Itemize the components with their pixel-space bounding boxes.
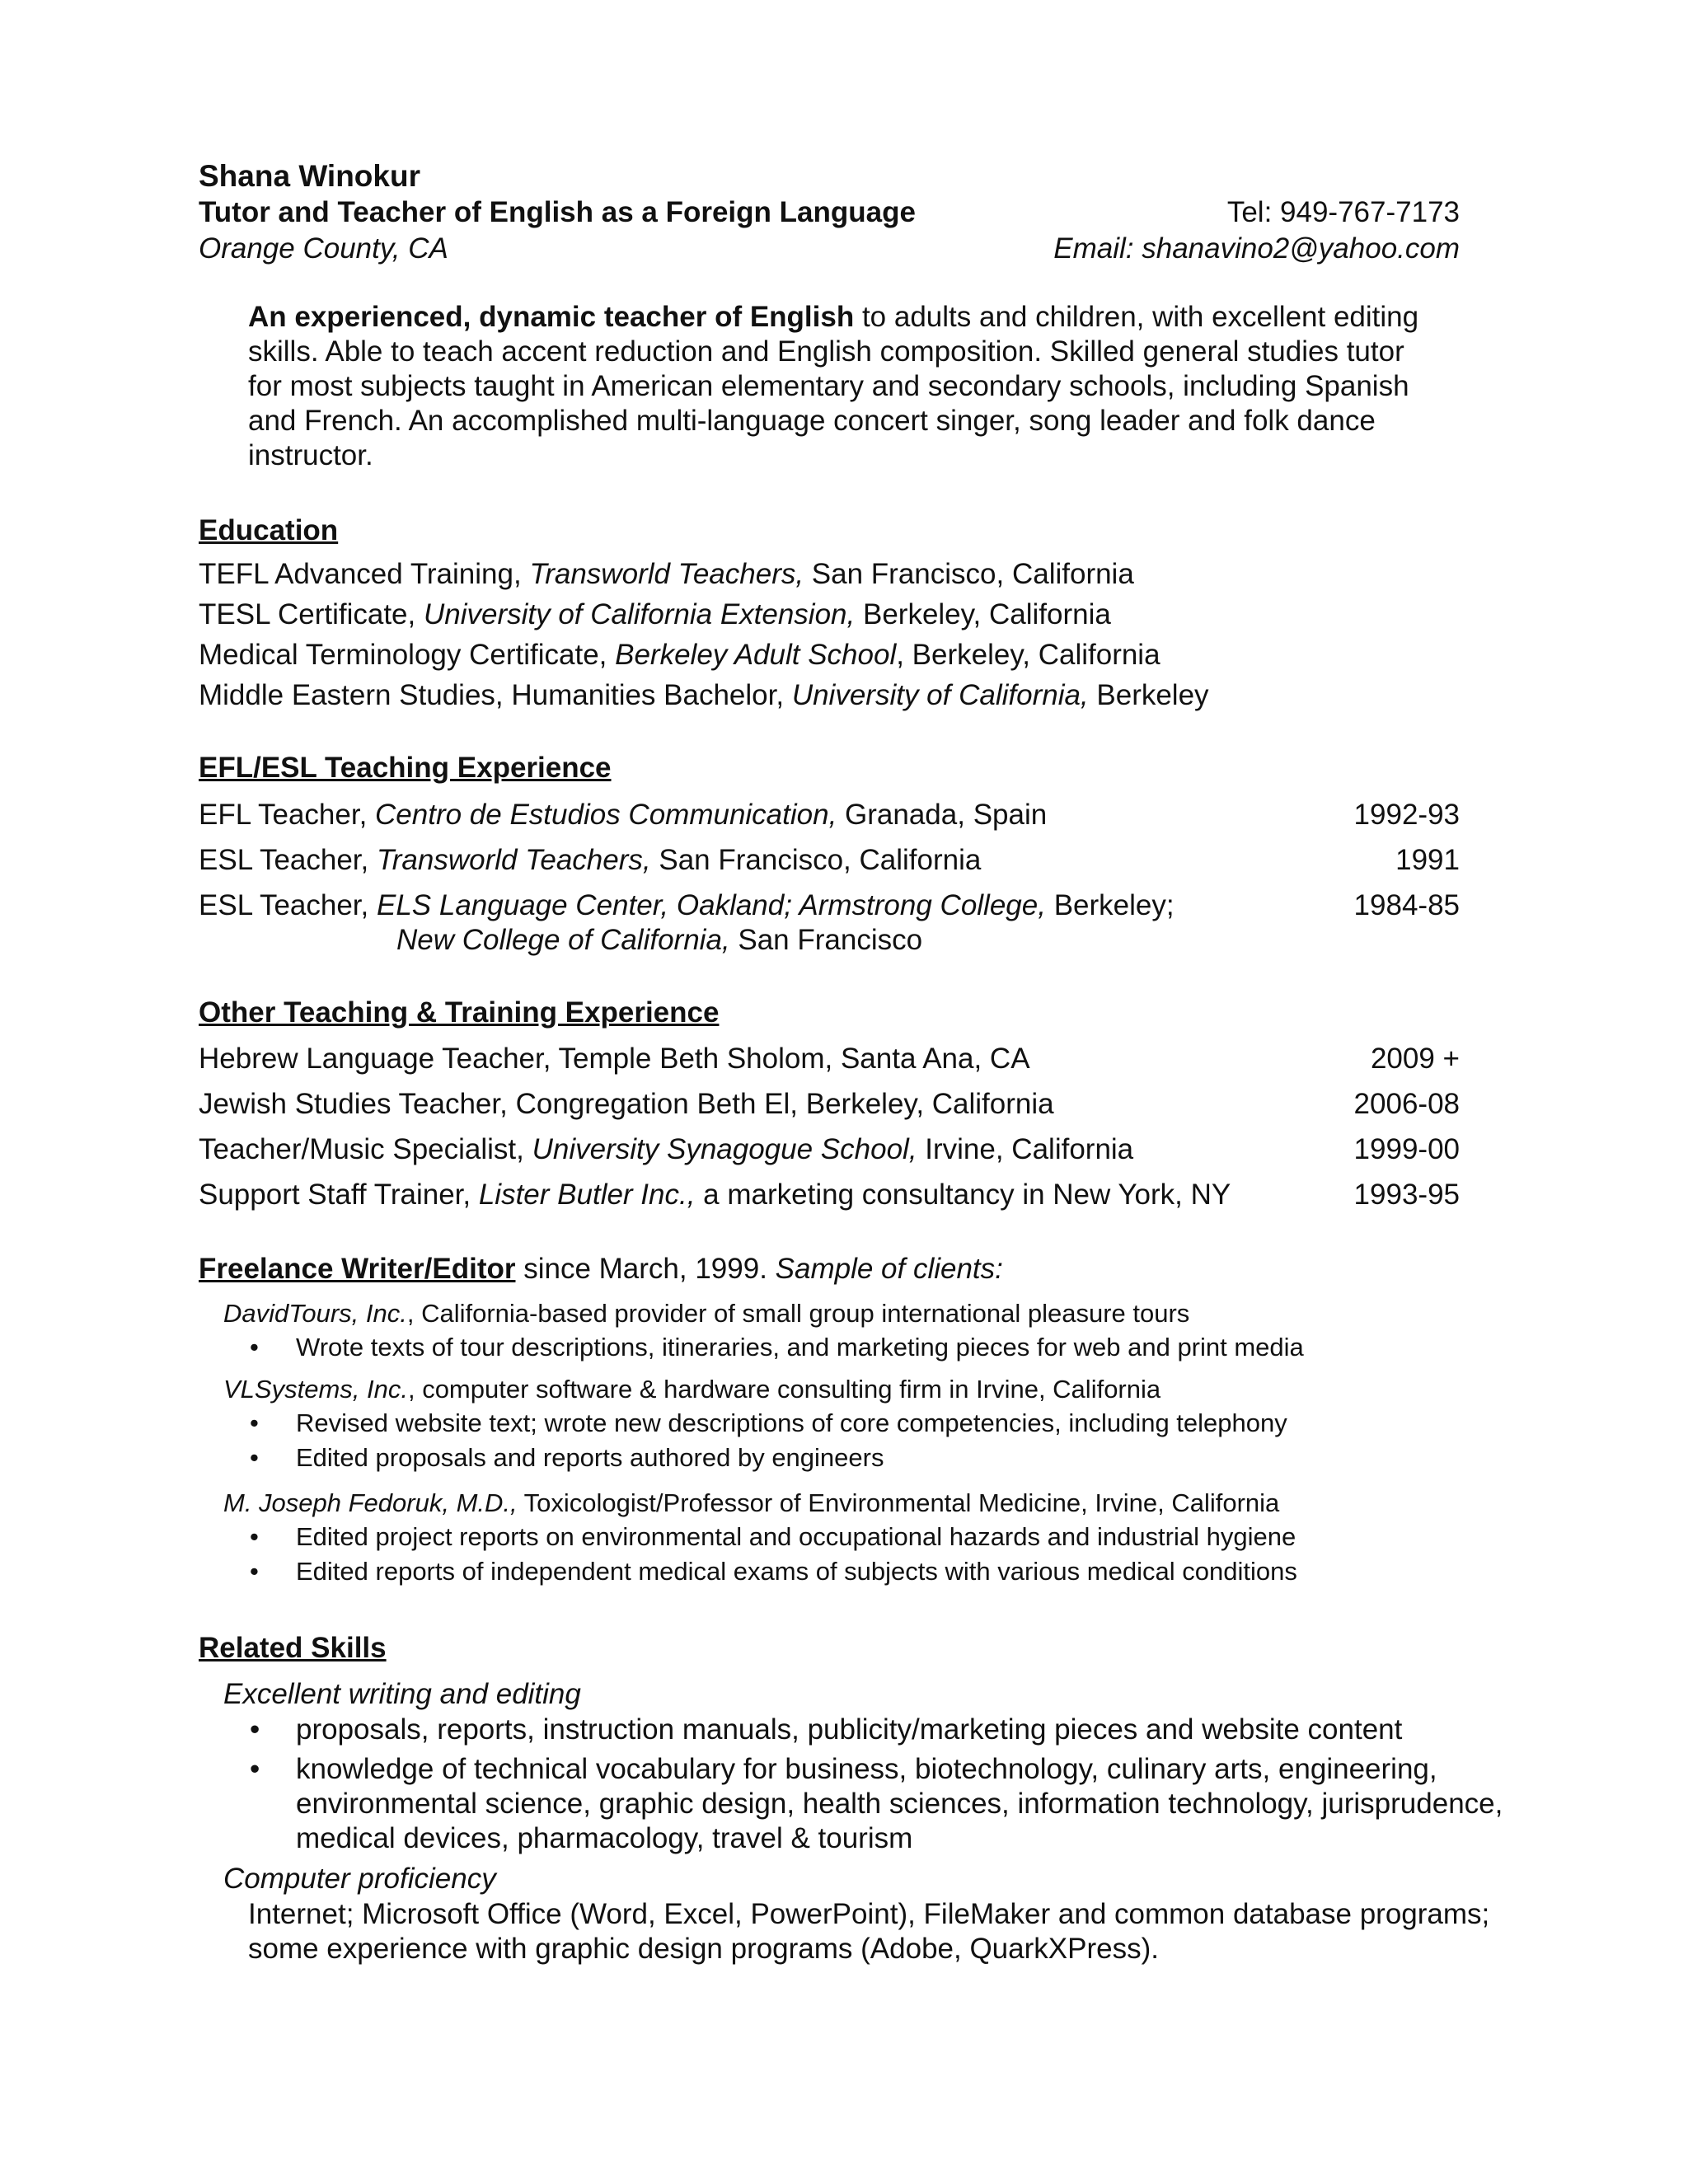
summary-text: to adults and children, with excellent editing skills. Able to teach accent reduction and English composition. Skilled general studies tutor for most subjects taught in American elementary and secondary schools, including Spanish and French. An accomplished multi-language concert singer, song leader and folk dance instructor. <box>248 301 1419 471</box>
email-address: Email: shanavino2@yahoo.com <box>1053 232 1460 265</box>
skills-computer-title: Computer proficiency <box>223 1863 496 1895</box>
efl-esl-list <box>199 798 1460 968</box>
experience-year: 1992-93 <box>1353 799 1460 831</box>
experience-row: Hebrew Language Teacher, Temple Beth Sholom, Santa Ana, CA 2009 + <box>199 1043 1460 1075</box>
education-item: Middle Eastern Studies, Humanities Bachelor, University of California, Berkeley <box>199 679 1209 711</box>
phone-number: Tel: 949-767-7173 <box>1226 196 1460 228</box>
resume-header <box>199 158 1460 267</box>
bullet-item: • Edited proposals and reports authored by engineers <box>250 1443 884 1472</box>
experience-row: ESL Teacher, Transworld Teachers, San Francisco, California 1991 <box>199 844 1460 876</box>
education-heading: Education <box>199 514 339 546</box>
education-item: TEFL Advanced Training, Transworld Teachers, San Francisco, California <box>199 558 1134 590</box>
education-list <box>199 554 1460 715</box>
experience-year: 2009 + <box>1370 1043 1460 1075</box>
candidate-location: Orange County, CA <box>199 232 448 265</box>
experience-row: Support Staff Trainer, Lister Butler Inc., a marketing consultancy in New York, NY 1993-95 <box>199 1179 1460 1211</box>
bullet-item: • Edited reports of independent medical exams of subjects with various medical conditions <box>250 1557 1297 1586</box>
experience-row: EFL Teacher, Centro de Estudios Communication, Granada, Spain 1992-93 <box>199 799 1460 831</box>
education-item: Medical Terminology Certificate, Berkeley Adult School, Berkeley, California <box>199 639 1160 671</box>
experience-row: Teacher/Music Specialist, University Synagogue School, Irvine, California 1999-00 <box>199 1133 1460 1165</box>
bullet-item: • Edited project reports on environmental and occupational hazards and industrial hygiene <box>250 1522 1296 1551</box>
bullet-item: • knowledge of technical vocabulary for business, biotechnology, culinary arts, engineering, environmental science, graphic design, health sciences, information technology, jurisprudence, medical devices, pharmacology, travel & tourism <box>250 1753 1503 1854</box>
experience-year: 2006-08 <box>1353 1088 1460 1120</box>
experience-year: 1984-85 <box>1353 889 1460 921</box>
experience-year: 1993-95 <box>1353 1179 1460 1211</box>
client-name: DavidTours, Inc. <box>223 1299 407 1328</box>
experience-row: ESL Teacher, ELS Language Center, Oakland; Armstrong College, Berkeley; New College of California, San Francisco 1984-85 <box>199 889 1460 956</box>
summary-lead: An experienced, dynamic teacher of English <box>248 301 855 333</box>
client-entry: M. Joseph Fedoruk, M.D., Toxicologist/Professor of Environmental Medicine, Irvine, California • Edited project reports on environmental and occupational hazards and industrial hygiene • Edited reports of independent medical exams of subjects with various medical conditions <box>223 1487 1476 1589</box>
summary-paragraph <box>248 300 1427 473</box>
experience-row: Jewish Studies Teacher, Congregation Beth El, Berkeley, California 2006-08 <box>199 1088 1460 1120</box>
skills-writing-title: Excellent writing and editing <box>223 1678 581 1710</box>
skills-computer-text: Internet; Microsoft Office (Word, Excel, PowerPoint), FileMaker and common database programs; some experience with graphic design programs (Adobe, QuarkXPress). <box>248 1898 1490 1965</box>
other-teaching-heading: Other Teaching & Training Experience <box>199 996 720 1029</box>
related-skills-heading: Related Skills <box>199 1632 387 1664</box>
related-skills <box>223 1676 1509 1966</box>
education-item: TESL Certificate, University of California Extension, Berkeley, California <box>199 598 1111 630</box>
bullet-item: • Revised website text; wrote new descriptions of core competencies, including telephony <box>250 1408 1287 1437</box>
client-entry: VLSystems, Inc., computer software & hardware consulting firm in Irvine, California • Revised website text; wrote new descriptions of core competencies, including telephony • Edited proposals and reports authored by engineers <box>223 1373 1476 1475</box>
bullet-item: • proposals, reports, instruction manuals, publicity/marketing pieces and website content <box>250 1713 1403 1746</box>
efl-esl-heading: EFL/ESL Teaching Experience <box>199 752 612 784</box>
bullet-item: • Wrote texts of tour descriptions, itineraries, and marketing pieces for web and print media <box>250 1333 1304 1361</box>
freelance-heading: Freelance Writer/Editor since March, 1999. Sample of clients: <box>199 1253 1003 1285</box>
candidate-title: Tutor and Teacher of English as a Foreign Language <box>199 196 916 228</box>
candidate-name: Shana Winokur <box>199 159 420 193</box>
client-name: VLSystems, Inc. <box>223 1375 408 1404</box>
other-teaching-list <box>199 1042 1460 1223</box>
experience-year: 1991 <box>1395 844 1460 876</box>
client-entry: DavidTours, Inc., California-based provider of small group international pleasure tours • Wrote texts of tour descriptions, itineraries, and marketing pieces for web and print media <box>223 1297 1476 1365</box>
experience-year: 1999-00 <box>1353 1133 1460 1165</box>
client-name: M. Joseph Fedoruk, M.D., <box>223 1488 518 1517</box>
